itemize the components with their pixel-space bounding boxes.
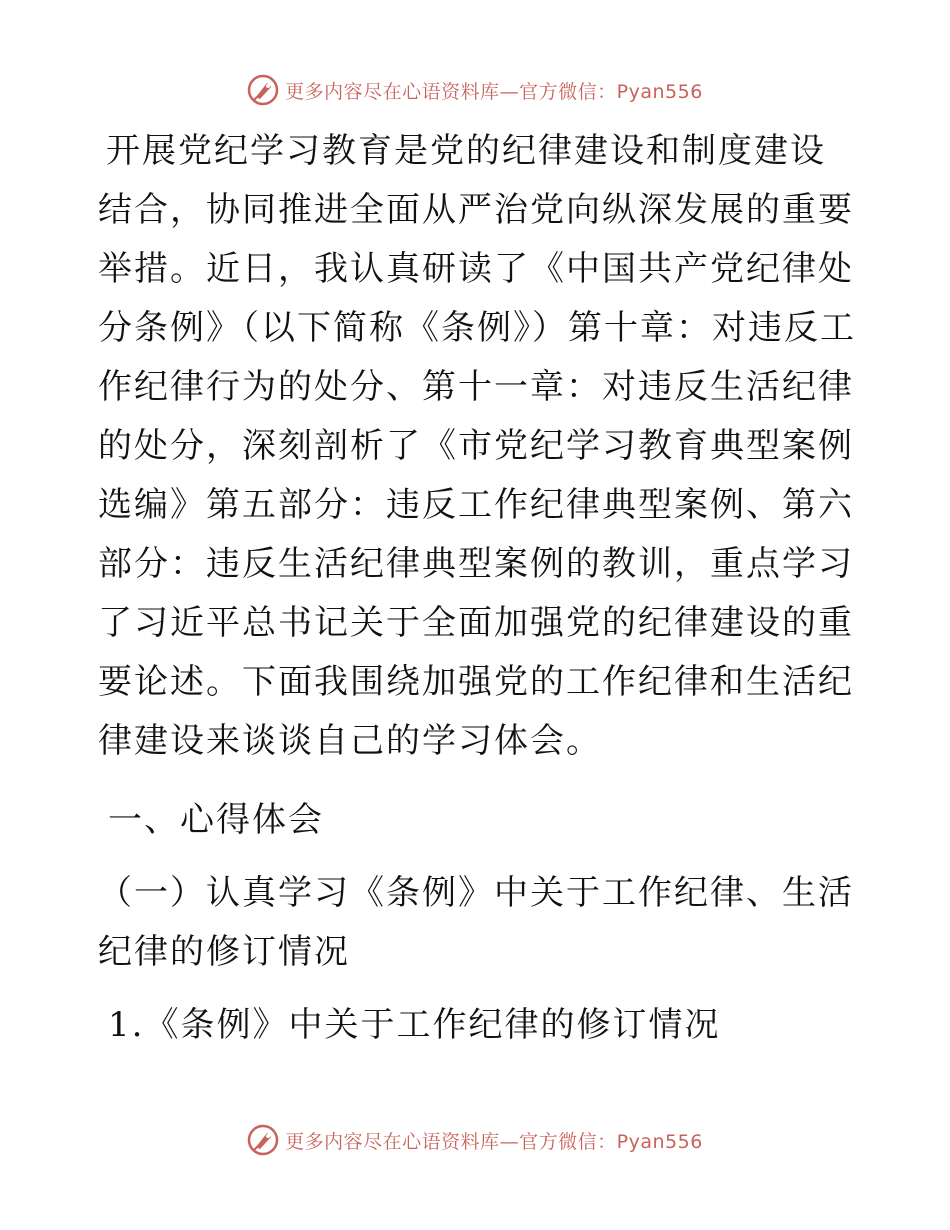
watermark-header (0, 70, 950, 110)
watermark-wechat-id: Pyan556 (616, 1130, 703, 1153)
watermark-label: 更多内容尽在心语资料库—官方微信： (285, 80, 617, 103)
watermark-wechat-id: Pyan556 (616, 80, 703, 103)
document-body (98, 122, 858, 1055)
body-paragraph: 开展党纪学习教育是党的纪律建设和制度建设结合，协同推进全面从严治党向纵深发展的重要举措。近日，我认真研读了《中国共产党纪律处分条例》（以下简称《条例》）第十章：对违反工作纪律行为的处分、第十一章：对违反生活纪律的处分，深刻剖析了《市党纪学习教育典型案例选编》第五部分：违反工作纪律典型案例、第六部分：违反生活纪律典型案例的教训，重点学习了习近平总书记关于全面加强党的纪律建设的重要论述。下面我围绕加强党的工作纪律和生活纪律建设来谈谈自己的学习体会。 (98, 131, 856, 761)
pen-nib-logo-icon (247, 1124, 279, 1156)
pen-nib-logo-icon (247, 74, 279, 106)
watermark-text (285, 77, 703, 104)
section-heading-2: （一）认真学习《条例》中关于工作纪律、生活纪律的修订情况 (98, 873, 854, 972)
watermark-text (285, 1127, 703, 1154)
section-heading-3: 1.《条例》中关于工作纪律的修订情况 (108, 1005, 721, 1045)
section-heading-1: 一、心得体会 (108, 800, 324, 840)
watermark-footer (0, 1120, 950, 1160)
watermark-label: 更多内容尽在心语资料库—官方微信： (285, 1130, 617, 1153)
